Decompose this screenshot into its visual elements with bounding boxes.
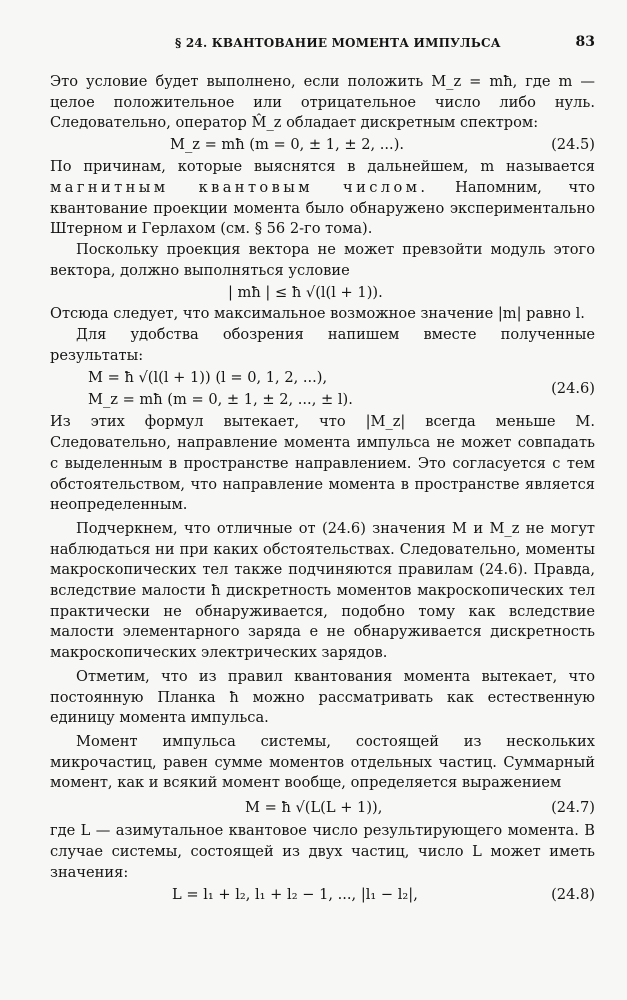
equation-24-5: [50, 134, 595, 157]
paragraph-8: Отметим, что из правил квантования момента вытекает, что постоянную Планка ħ можно рассматривать как естественную единицу момента импульса.: [50, 667, 595, 727]
paragraph-2-start: По причинам, которые выяснятся в дальнейшем, m называется: [50, 158, 595, 176]
equation-24-8-formula: L = l₁ + l₂, l₁ + l₂ − 1, ..., |l₁ − l₂|,: [172, 886, 418, 904]
equation-24-6-line-1: M = ħ √(l(l + 1)) (l = 0, 1, 2, ...),: [88, 369, 328, 387]
paragraph-2-end: Напомним, что квантование проекции момента было обнаружено экспериментально Штерном и Герлахом (см. § 56 2-го тома).: [50, 178, 595, 238]
paragraph-4: Отсюда следует, что максимальное возможное значение |m| равно l.: [50, 305, 585, 323]
equation-24-5-formula: M_z = mħ (m = 0, ± 1, ± 2, ...).: [170, 136, 405, 154]
equation-24-7-formula: M = ħ √(L(L + 1)),: [245, 799, 383, 817]
paragraph-2: [50, 157, 595, 240]
paragraph-10: где L — азимутальное квантовое число результирующего момента. В случае системы, состоящей из двух частиц, число L может иметь значения:: [50, 822, 595, 881]
page-number: 83: [575, 34, 595, 50]
section-title: § 24. КВАНТОВАНИЕ МОМЕНТА ИМПУЛЬСА: [175, 36, 501, 50]
paragraph-9: Момент импульса системы, состоящей из нескольких микрочастиц, равен сумме моментов отдельных частиц. Суммарный момент, как и всякий момент вообще, определяется выражением: [50, 732, 595, 792]
equation-24-7-number: (24.7): [551, 799, 595, 817]
equation-24-6-number: (24.6): [551, 380, 595, 398]
paragraph-1: Это условие будет выполнено, если положить M_z = mħ, где m — целое положительное или отрицательное число либо нуль. Следовательно, оператор M̂_z обладает дискретным спектром:: [50, 73, 595, 132]
term-magnetic-quantum-number: магнитным квантовым числом.: [50, 178, 429, 196]
equation-24-5-number: (24.5): [551, 136, 595, 154]
paragraph-3: Поскольку проекция вектора не может превзойти модуль этого вектора, должно выполняться условие: [50, 240, 595, 279]
equation-24-6-line-2: M_z = mħ (m = 0, ± 1, ± 2, ..., ± l).: [88, 391, 353, 409]
equation-24-8-number: (24.8): [551, 886, 595, 904]
equation-24-6: [50, 366, 595, 412]
equation-24-7: [50, 794, 595, 821]
paragraph-7: Подчеркнем, что отличные от (24.6) значения M и M_z не могут наблюдаться ни при каких обстоятельствах. Следовательно, моменты макроскопических тел также подчиняются правилам (24.6). Правда, вследствие малости ħ дискретность моментов макроскопических тел практически не обнаруживается, подобно тому как вследствие малости элементарного заряда e не обнаруживается дискретность макроскопических электрических зарядов.: [50, 519, 595, 662]
paragraph-5: Для удобства обозрения напишем вместе полученные результаты:: [50, 326, 595, 364]
equation-24-8: [50, 883, 595, 906]
inequality: [50, 281, 595, 304]
running-header: [50, 34, 595, 54]
body-text: [50, 72, 595, 906]
paragraph-6: Из этих формул вытекает, что |M_z| всегда меньше M. Следовательно, направление момента импульса не может совпадать с выделенным в пространстве направлением. Это согласуется с тем обстоятельством, что направление момента в пространстве является неопределенным.: [50, 413, 595, 514]
inequality-formula: | mħ | ≤ ħ √(l(l + 1)).: [228, 284, 383, 302]
